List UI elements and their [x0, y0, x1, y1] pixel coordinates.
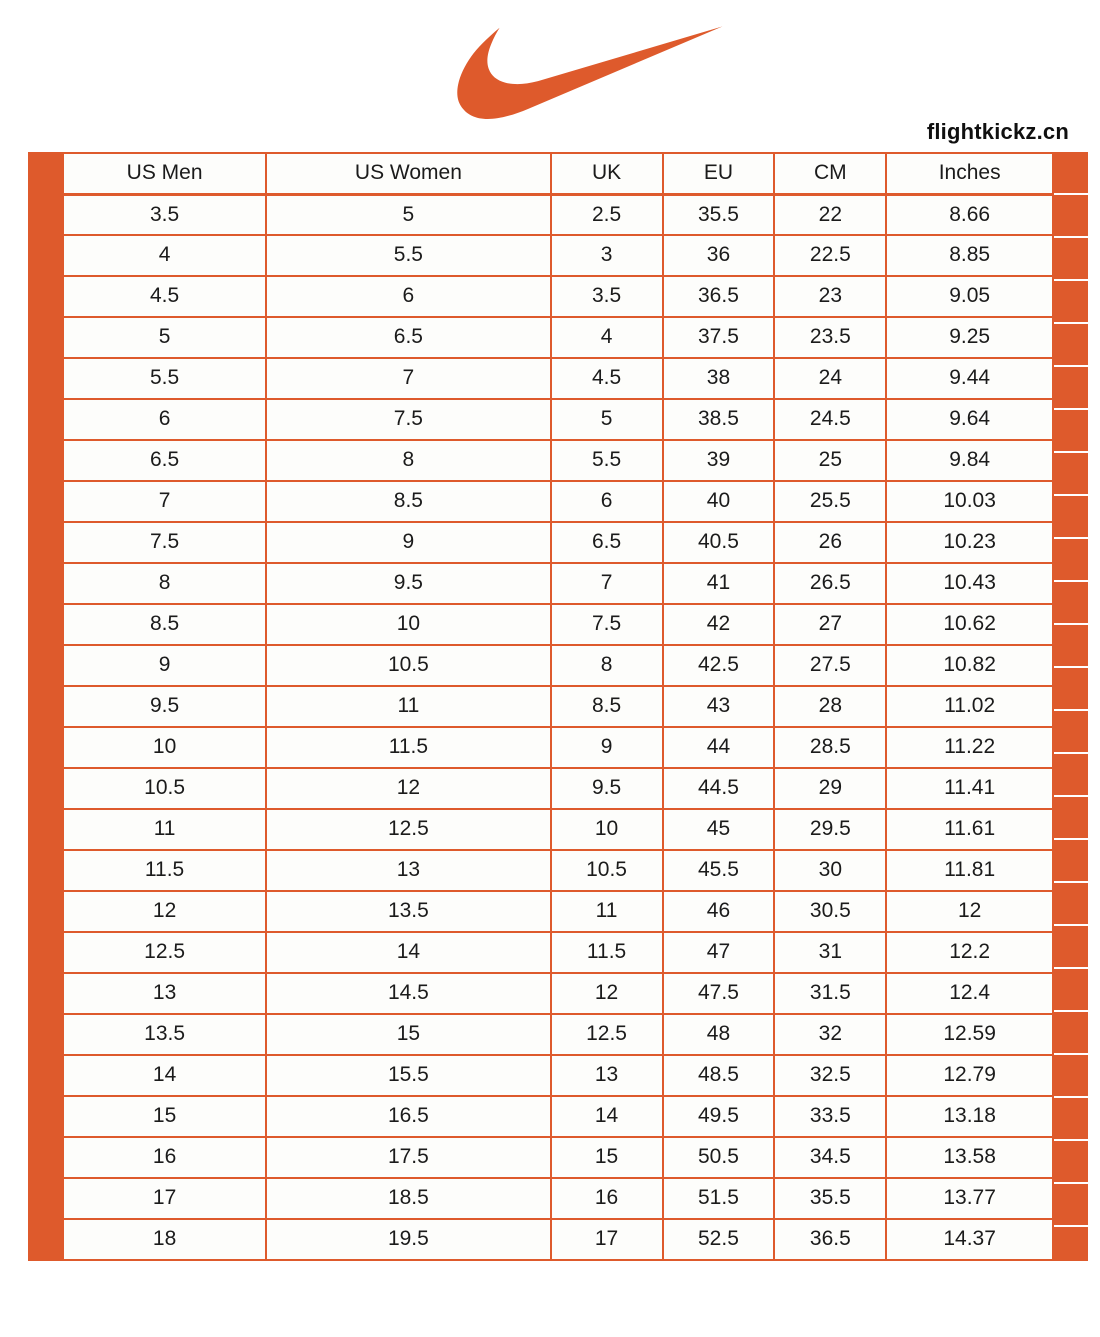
table-cell: 7	[63, 481, 266, 522]
table-cell: 29	[774, 768, 886, 809]
table-cell: 5	[266, 194, 550, 235]
table-cell: 3.5	[63, 194, 266, 235]
column-header-cm: CM	[774, 153, 886, 194]
table-cell: 18	[63, 1219, 266, 1260]
table-cell: 15	[266, 1014, 550, 1055]
table-cell: 8	[551, 645, 663, 686]
table-cell: 14.37	[886, 1219, 1053, 1260]
table-cell: 24.5	[774, 399, 886, 440]
table-cell: 9	[266, 522, 550, 563]
table-cell: 42.5	[663, 645, 775, 686]
table-cell: 17.5	[266, 1137, 550, 1178]
table-cell: 42	[663, 604, 775, 645]
table-cell: 47	[663, 932, 775, 973]
table-cell: 7.5	[63, 522, 266, 563]
table-header	[63, 153, 1053, 194]
table-cell: 11.5	[266, 727, 550, 768]
table-cell: 13	[63, 973, 266, 1014]
table-cell: 10.43	[886, 563, 1053, 604]
nike-swoosh-icon	[452, 26, 727, 121]
table-cell: 8	[63, 563, 266, 604]
table-header-row	[63, 153, 1053, 194]
table-cell: 4.5	[551, 358, 663, 399]
table-cell: 15	[63, 1096, 266, 1137]
column-header-us-women: US Women	[266, 153, 550, 194]
table-row	[63, 850, 1053, 891]
table-cell: 13	[551, 1055, 663, 1096]
table-cell: 27	[774, 604, 886, 645]
table-row	[63, 768, 1053, 809]
table-row	[63, 727, 1053, 768]
table-row	[63, 1137, 1053, 1178]
table-cell: 26.5	[774, 563, 886, 604]
table-row	[63, 1178, 1053, 1219]
table-cell: 31.5	[774, 973, 886, 1014]
table-cell: 9.5	[63, 686, 266, 727]
table-cell: 7	[551, 563, 663, 604]
table-cell: 11.41	[886, 768, 1053, 809]
table-cell: 41	[663, 563, 775, 604]
table-cell: 24	[774, 358, 886, 399]
table-cell: 51.5	[663, 1178, 775, 1219]
table-cell: 12.2	[886, 932, 1053, 973]
table-cell: 9.5	[551, 768, 663, 809]
table-cell: 46	[663, 891, 775, 932]
table-cell: 14.5	[266, 973, 550, 1014]
table-cell: 25	[774, 440, 886, 481]
table-cell: 27.5	[774, 645, 886, 686]
table-cell: 13.18	[886, 1096, 1053, 1137]
table-row	[63, 194, 1053, 235]
table-cell: 8.5	[266, 481, 550, 522]
table-cell: 6.5	[551, 522, 663, 563]
table-cell: 17	[63, 1178, 266, 1219]
table-cell: 11	[63, 809, 266, 850]
table-cell: 13.5	[63, 1014, 266, 1055]
table-cell: 12.5	[63, 932, 266, 973]
table-cell: 10.23	[886, 522, 1053, 563]
table-cell: 9.05	[886, 276, 1053, 317]
table-cell: 25.5	[774, 481, 886, 522]
table-cell: 6	[63, 399, 266, 440]
table-cell: 8.85	[886, 235, 1053, 276]
table-cell: 38	[663, 358, 775, 399]
table-cell: 12.5	[266, 809, 550, 850]
table-cell: 44	[663, 727, 775, 768]
left-accent-bar	[28, 152, 62, 1261]
table-cell: 29.5	[774, 809, 886, 850]
table-cell: 11.02	[886, 686, 1053, 727]
table-cell: 32.5	[774, 1055, 886, 1096]
table-row	[63, 973, 1053, 1014]
table-cell: 7	[266, 358, 550, 399]
table-cell: 12	[266, 768, 550, 809]
table-cell: 6.5	[266, 317, 550, 358]
table-cell: 16	[63, 1137, 266, 1178]
table-cell: 34.5	[774, 1137, 886, 1178]
table-row	[63, 440, 1053, 481]
column-header-eu: EU	[663, 153, 775, 194]
table-cell: 12.79	[886, 1055, 1053, 1096]
table-cell: 45.5	[663, 850, 775, 891]
table-row	[63, 522, 1053, 563]
table-cell: 13.58	[886, 1137, 1053, 1178]
table-cell: 37.5	[663, 317, 775, 358]
table-cell: 11	[266, 686, 550, 727]
table-row	[63, 1014, 1053, 1055]
table-cell: 12.5	[551, 1014, 663, 1055]
table-cell: 8.5	[63, 604, 266, 645]
table-cell: 28	[774, 686, 886, 727]
table-row	[63, 563, 1053, 604]
table-cell: 8	[266, 440, 550, 481]
table-cell: 30.5	[774, 891, 886, 932]
table-cell: 40	[663, 481, 775, 522]
table-cell: 8.5	[551, 686, 663, 727]
table-cell: 2.5	[551, 194, 663, 235]
table-cell: 22.5	[774, 235, 886, 276]
table-cell: 9.5	[266, 563, 550, 604]
table-cell: 13	[266, 850, 550, 891]
table-cell: 16	[551, 1178, 663, 1219]
table-cell: 10.03	[886, 481, 1053, 522]
table-cell: 10	[63, 727, 266, 768]
table-cell: 36	[663, 235, 775, 276]
table-cell: 18.5	[266, 1178, 550, 1219]
table-cell: 9	[63, 645, 266, 686]
table-cell: 14	[551, 1096, 663, 1137]
table-cell: 13.5	[266, 891, 550, 932]
table-cell: 39	[663, 440, 775, 481]
column-header-uk: UK	[551, 153, 663, 194]
table-cell: 7.5	[551, 604, 663, 645]
table-cell: 12.4	[886, 973, 1053, 1014]
table-cell: 23.5	[774, 317, 886, 358]
table-cell: 45	[663, 809, 775, 850]
table-cell: 5.5	[63, 358, 266, 399]
table-row	[63, 809, 1053, 850]
column-header-us-men: US Men	[63, 153, 266, 194]
table-cell: 47.5	[663, 973, 775, 1014]
table-cell: 5.5	[551, 440, 663, 481]
table-cell: 10.5	[63, 768, 266, 809]
table-cell: 28.5	[774, 727, 886, 768]
table-row	[63, 481, 1053, 522]
table-row	[63, 645, 1053, 686]
table-cell: 48.5	[663, 1055, 775, 1096]
table-cell: 4	[63, 235, 266, 276]
table-cell: 11	[551, 891, 663, 932]
table-cell: 11.22	[886, 727, 1053, 768]
table-cell: 19.5	[266, 1219, 550, 1260]
table-cell: 5.5	[266, 235, 550, 276]
table-cell: 9.44	[886, 358, 1053, 399]
table-cell: 11.5	[63, 850, 266, 891]
table-cell: 9.25	[886, 317, 1053, 358]
table-cell: 14	[266, 932, 550, 973]
table-cell: 33.5	[774, 1096, 886, 1137]
table-row	[63, 276, 1053, 317]
table-cell: 5	[63, 317, 266, 358]
table-cell: 9	[551, 727, 663, 768]
table-cell: 16.5	[266, 1096, 550, 1137]
site-name: flightkickz.cn	[926, 119, 1069, 144]
table-row	[63, 358, 1053, 399]
column-header-inches: Inches	[886, 153, 1053, 194]
table-cell: 36.5	[774, 1219, 886, 1260]
table-row	[63, 399, 1053, 440]
table-cell: 9.84	[886, 440, 1053, 481]
table-cell: 8.66	[886, 194, 1053, 235]
table-cell: 32	[774, 1014, 886, 1055]
table-row	[63, 317, 1053, 358]
table-cell: 12	[551, 973, 663, 1014]
table-cell: 36.5	[663, 276, 775, 317]
table-row	[63, 891, 1053, 932]
table-cell: 31	[774, 932, 886, 973]
table-cell: 52.5	[663, 1219, 775, 1260]
table-cell: 44.5	[663, 768, 775, 809]
table-cell: 23	[774, 276, 886, 317]
table-cell: 10	[551, 809, 663, 850]
table-cell: 10.82	[886, 645, 1053, 686]
table-cell: 10	[266, 604, 550, 645]
table-cell: 35.5	[774, 1178, 886, 1219]
table-cell: 6	[551, 481, 663, 522]
table-cell: 49.5	[663, 1096, 775, 1137]
table-cell: 6.5	[63, 440, 266, 481]
right-accent-bar	[1054, 152, 1088, 1261]
table-cell: 3	[551, 235, 663, 276]
table-cell: 5	[551, 399, 663, 440]
table-cell: 11.81	[886, 850, 1053, 891]
table-cell: 12	[63, 891, 266, 932]
table-cell: 15.5	[266, 1055, 550, 1096]
table-cell: 35.5	[663, 194, 775, 235]
table-cell: 9.64	[886, 399, 1053, 440]
table-cell: 15	[551, 1137, 663, 1178]
table-cell: 22	[774, 194, 886, 235]
table-cell: 26	[774, 522, 886, 563]
table-cell: 7.5	[266, 399, 550, 440]
table-cell: 13.77	[886, 1178, 1053, 1219]
table-row	[63, 235, 1053, 276]
table-cell: 12	[886, 891, 1053, 932]
table-cell: 6	[266, 276, 550, 317]
table-cell: 50.5	[663, 1137, 775, 1178]
table-cell: 4.5	[63, 276, 266, 317]
table-row	[63, 604, 1053, 645]
size-chart-table	[62, 152, 1054, 1261]
table-cell: 11.61	[886, 809, 1053, 850]
table-row	[63, 1096, 1053, 1137]
table-cell: 17	[551, 1219, 663, 1260]
table-cell: 38.5	[663, 399, 775, 440]
size-chart	[28, 152, 1088, 1261]
table-cell: 10.5	[266, 645, 550, 686]
table-row	[63, 1219, 1053, 1260]
table-row	[63, 1055, 1053, 1096]
table-cell: 30	[774, 850, 886, 891]
table-cell: 4	[551, 317, 663, 358]
table-cell: 10.62	[886, 604, 1053, 645]
table-cell: 43	[663, 686, 775, 727]
table-cell: 14	[63, 1055, 266, 1096]
table-cell: 12.59	[886, 1014, 1053, 1055]
table-cell: 48	[663, 1014, 775, 1055]
table-cell: 40.5	[663, 522, 775, 563]
table-cell: 11.5	[551, 932, 663, 973]
table-row	[63, 932, 1053, 973]
table-row	[63, 686, 1053, 727]
table-cell: 3.5	[551, 276, 663, 317]
table-cell: 10.5	[551, 850, 663, 891]
